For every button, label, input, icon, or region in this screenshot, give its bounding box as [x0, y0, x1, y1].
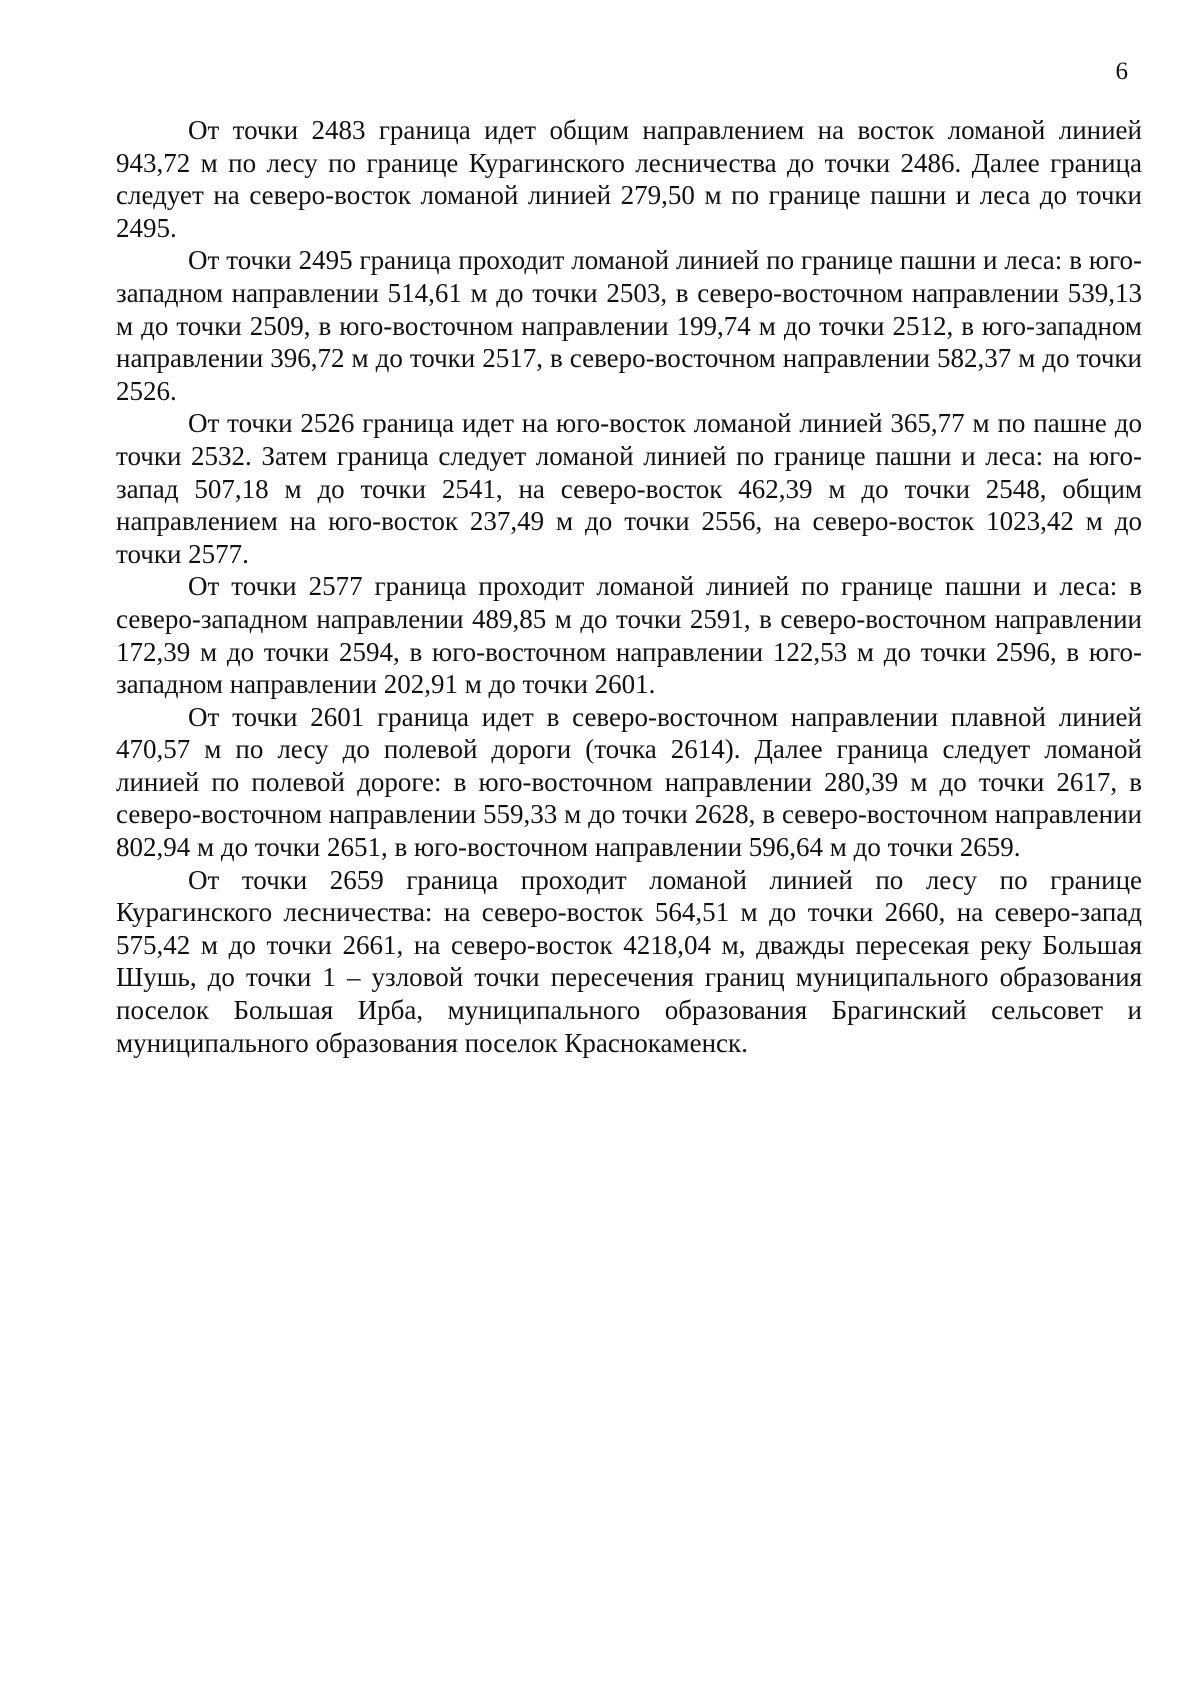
paragraph-5: От точки 2601 граница идет в северо-восточном направлении плавной линией 470,57 м по лесу до полевой дороги (точка 2614). Далее граница следует ломаной линией по полевой дороге: в юго-восточном направлении 280,39 м до точки 2617, в северо-восточном направлении 559,33 м до точки 2628, в северо-восточном направлении 802,94 м до точки 2651, в юго-восточном направлении 596,64 м до точки 2659. — [116, 701, 1142, 863]
paragraph-2: От точки 2495 граница проходит ломаной линией по границе пашни и леса: в юго-западном направлении 514,61 м до точки 2503, в северо-восточном направлении 539,13 м до точки 2509, в юго-восточном направлении 199,74 м до точки 2512, в юго-западном направлении 396,72 м до точки 2517, в северо-восточном направлении 582,37 м до точки 2526. — [116, 245, 1142, 406]
paragraph-1: От точки 2483 граница идет общим направлением на восток ломаной линией 943,72 м по лесу по границе Курагинского лесничества до точки 2486. Далее граница следует на северо-восток ломаной линией 279,50 м по границе пашни и леса до точки 2495. — [116, 115, 1142, 243]
page-number: 6 — [1115, 58, 1128, 85]
paragraph-3: От точки 2526 граница идет на юго-восток ломаной линией 365,77 м по пашне до точки 2532. Затем граница следует ломаной линией по границе пашни и леса: на юго-запад 507,18 м до точки 2541, на северо-восток 462,39 м до точки 2548, общим направлением на юго-восток 237,49 м до точки 2556, на северо-восток 1023,42 м до точки 2577. — [116, 408, 1142, 569]
paragraph-6: От точки 2659 граница проходит ломаной линией по лесу по границе Курагинского лесничества: на северо-восток 564,51 м до точки 2660, на северо-запад 575,42 м до точки 2661, на северо-восток 4218,04 м, дважды пересекая реку Большая Шушь, до точки 1 – узловой точки пересечения границ муниципального образования поселок Большая Ирба, муниципального образования Брагинский сельсовет и муниципального образования поселок Краснокаменск. — [116, 864, 1142, 1058]
document-body — [116, 114, 1142, 1059]
paragraph-4: От точки 2577 граница проходит ломаной линией по границе пашни и леса: в северо-западном направлении 489,85 м до точки 2591, в северо-восточном направлении 172,39 м до точки 2594, в юго-восточном направлении 122,53 м до точки 2596, в юго-западном направлении 202,91 м до точки 2601. — [116, 571, 1142, 700]
